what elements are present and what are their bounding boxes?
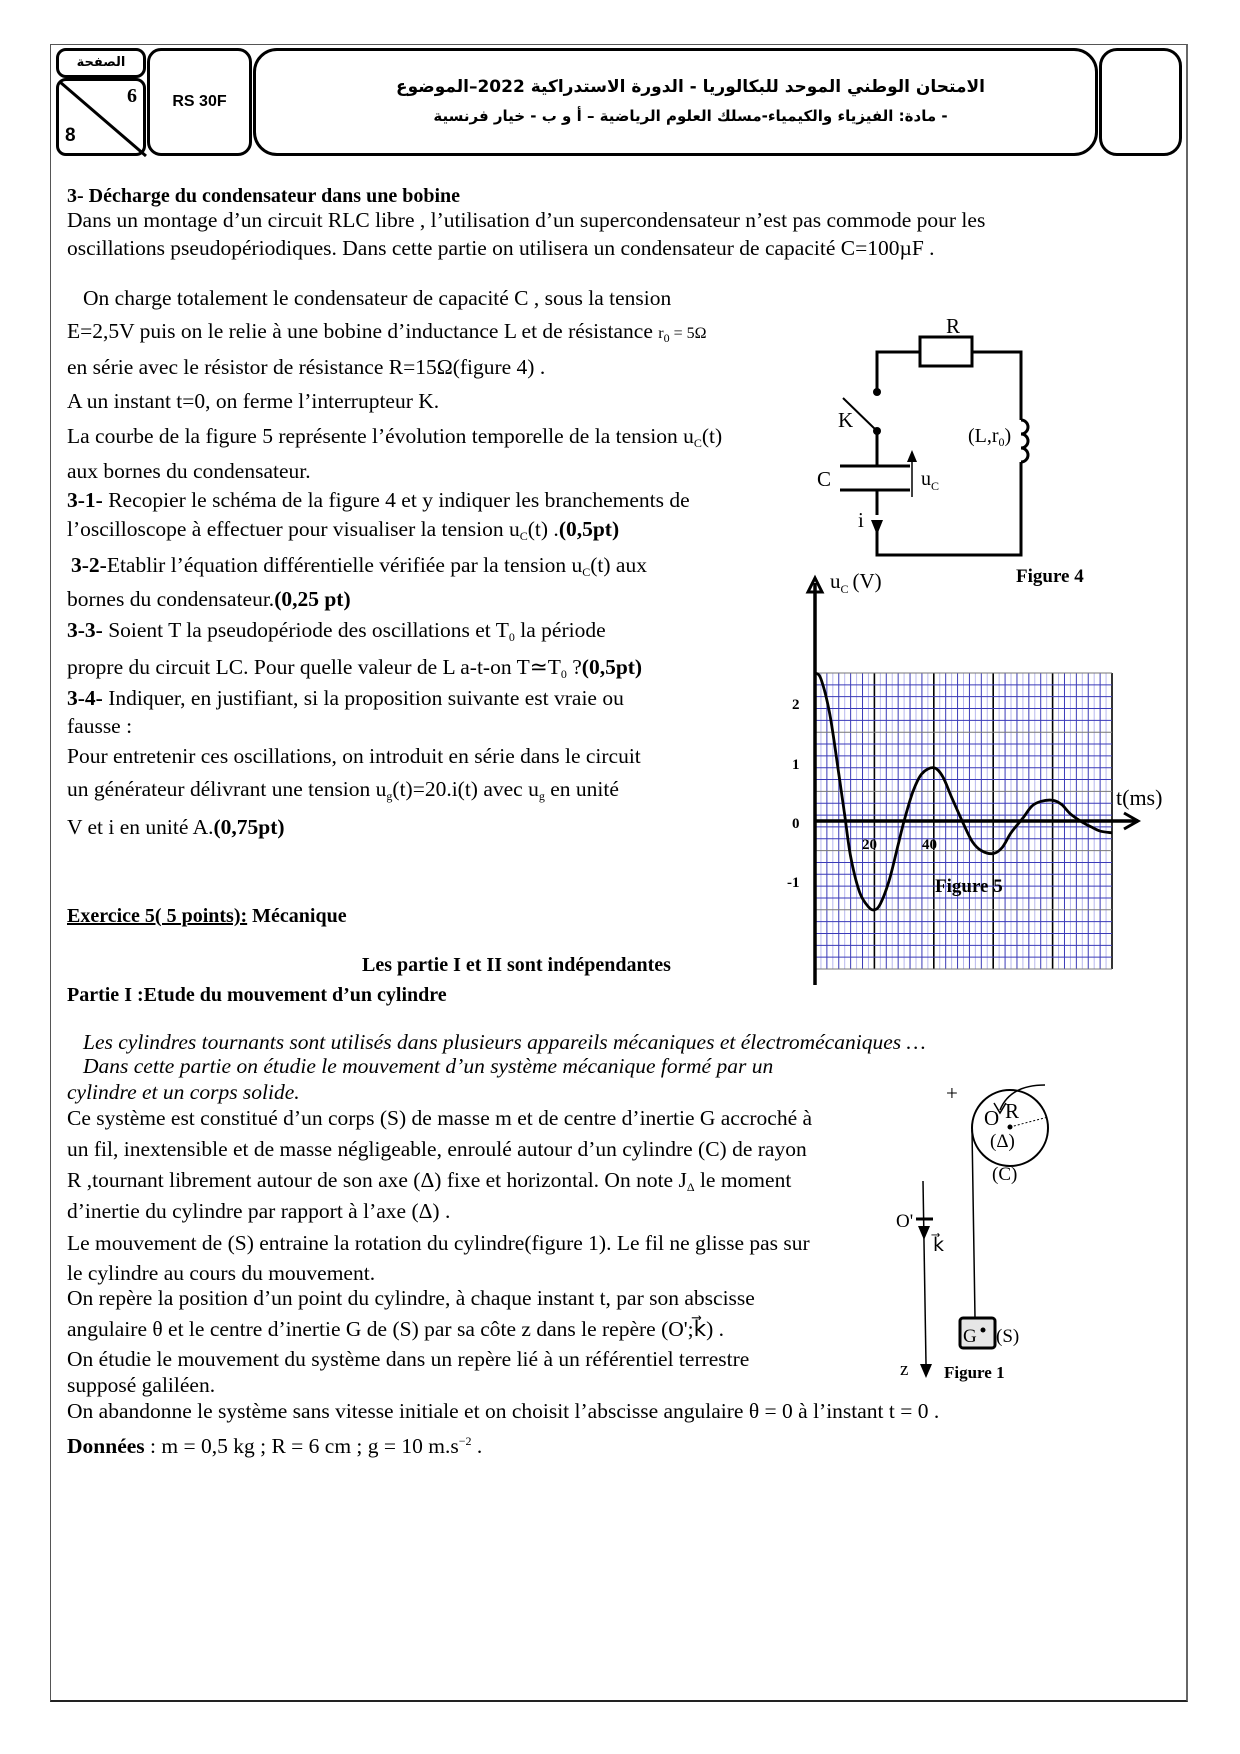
text-span: l’oscilloscope à effectuer pour visualiser la tension u — [67, 517, 520, 541]
text-span: R ,tournant librement autour de son axe (Δ) fixe et horizontal. On note J — [67, 1168, 687, 1192]
exercise5-heading — [67, 906, 347, 926]
section3-p1-line4: A un instant t=0, on ferme l’interrupteur K. — [67, 389, 440, 413]
subscript: C — [693, 436, 702, 450]
x-tick-20: 20 — [862, 837, 877, 853]
text-span: La courbe de la figure 5 représente l’évolution temporelle de la tension u — [67, 424, 694, 448]
r0-value: = 5Ω — [669, 325, 707, 342]
label-K: K — [838, 408, 854, 432]
label-O-prime: O' — [896, 1211, 914, 1232]
z-axis-arrow-icon — [920, 1364, 932, 1378]
subscript: 0 — [508, 630, 515, 644]
subscript: C — [582, 565, 591, 579]
exercise5-line4: d’inertie du cylindre par rapport à l’axe (Δ) . — [67, 1199, 451, 1223]
exercise5-line1: Ce système est constitué d’un corps (S) de masse m et de centre d’inertie G accroché à — [67, 1106, 813, 1130]
question-3-3-line1 — [67, 620, 606, 643]
emf-value: E=2,5V — [67, 319, 135, 343]
page-number-label-box — [56, 48, 146, 78]
intro-italic-line1: Les cylindres tournants sont utilisés dans plusieurs appareils mécaniques et électromécaniques … — [83, 1030, 926, 1054]
label-R: R — [1005, 1099, 1020, 1123]
data-line — [67, 1435, 482, 1458]
question-number: 3-4- — [67, 686, 103, 710]
exam-code: RS 30F — [172, 93, 227, 110]
figure4-caption: Figure 4 — [1016, 566, 1084, 587]
exam-title-line1: الامتحان الوطني الموحد للبكالوريا - الدورة الاستدراكية 2022–الموضوع — [396, 77, 985, 97]
page-number-box — [56, 78, 146, 156]
subscript: 0 — [663, 331, 670, 345]
intro-italic-line2: Dans cette partie on étudie le mouvement d’un système mécanique formé par un — [83, 1054, 774, 1078]
text-span: Indiquer, en justifiant, si la proposition suivante est vraie ou — [102, 686, 624, 710]
question-3-3-line2 — [67, 657, 642, 680]
current-arrow-icon — [871, 520, 883, 535]
text-span: Etablir l’équation différentielle vérifiée par la tension u — [106, 553, 583, 577]
page-label: الصفحة — [76, 55, 126, 70]
inductor-symbol — [1021, 420, 1028, 462]
exercise5-line10: supposé galiléen. — [67, 1373, 216, 1397]
subscript: C — [519, 529, 528, 543]
text-span: Recopier le schéma de la figure 4 et y indiquer les branchements de — [102, 488, 690, 512]
r0-symbol: r — [658, 325, 664, 342]
part1-title: Partie I :Etude du mouvement d’un cylindre — [67, 984, 447, 1006]
header-right-box — [1099, 48, 1182, 156]
exercise5-line3 — [67, 1170, 791, 1193]
exam-title-line2: - مادة: الفيزياء والكيمياء-مسلك العلوم الرياضية – أ و ب - خيار فرنسية — [433, 107, 948, 125]
section3-p1-line1: On charge totalement le condensateur de capacité C , sous la tension — [83, 286, 672, 310]
section3-p1-line6: aux bornes du condensateur. — [67, 459, 311, 483]
resistor-symbol — [920, 337, 972, 366]
independence-note: Les partie I et II sont indépendantes — [362, 954, 671, 976]
question-3-4-line1 — [67, 688, 624, 710]
question-number: 3-2- — [71, 553, 107, 577]
label-plus: + — [946, 1081, 958, 1105]
question-3-2-line2 — [67, 589, 351, 611]
y-tick-0: 0 — [792, 816, 800, 832]
string — [972, 1130, 975, 1318]
text-span: ? — [566, 655, 582, 679]
page-total: 8 — [65, 125, 76, 146]
text-span: . — [471, 1434, 483, 1458]
section3-p1-line5 — [67, 426, 722, 449]
label-C: (C) — [992, 1164, 1018, 1185]
figure5-caption: Figure 5 — [935, 876, 1003, 897]
exam-title-box — [253, 48, 1098, 156]
label-R: R — [946, 314, 961, 338]
y-tick-minus-1: -1 — [787, 875, 800, 891]
points: (0,75pt) — [213, 815, 285, 839]
text-span: (t) aux — [590, 553, 647, 577]
label-delta: (Δ) — [990, 1131, 1015, 1152]
exercise5-line8: angulaire θ et le centre d’inertie G de (S) par sa côte z dans le repère (O';k⃗) . — [67, 1317, 724, 1341]
text-span: (t)=20.i(t) avec u — [392, 777, 539, 801]
x-axis-label: t(ms) — [1116, 785, 1163, 810]
text-span: un générateur délivrant une tension u — [67, 777, 387, 801]
section3-intro-line2: oscillations pseudopériodiques. Dans cette partie on utilisera un condensateur de capacité C=100µF . — [67, 236, 935, 260]
x-tick-40: 40 — [922, 837, 937, 853]
data-label: Données — [67, 1434, 145, 1458]
text-span: le moment — [694, 1168, 792, 1192]
k-vector-arrow-icon — [918, 1226, 930, 1240]
points: (0,5pt) — [558, 517, 620, 541]
figure4-circuit-diagram — [800, 300, 1060, 590]
text-span: (t) . — [527, 517, 559, 541]
y-axis-label: $u_C$ (V) — [830, 569, 882, 596]
points: (0,5pt) — [581, 655, 643, 679]
label-k: k⃗ — [933, 1235, 945, 1256]
question-number: 3-3- — [67, 618, 103, 642]
text-span: puis on le relie à une bobine d’inductance L et de résistance — [134, 319, 659, 343]
question-3-2-line1 — [71, 555, 647, 578]
text-span: bornes du condensateur. — [67, 587, 275, 611]
exercise5-line2: un fil, inextensible et de masse négligeable, enroulé autour d’un cylindre (C) de rayon — [67, 1137, 807, 1161]
subscript: g — [386, 789, 393, 803]
y-tick-1: 1 — [792, 757, 800, 773]
question-number: 3-1- — [67, 488, 103, 512]
figure1-diagram — [880, 1070, 1080, 1390]
question-3-4-line5 — [67, 817, 285, 839]
superscript: −2 — [458, 1434, 472, 1448]
data-values: : m = 0,5 kg ; R = 6 cm ; g = 10 m.s — [144, 1434, 459, 1458]
text-span: propre du circuit LC. Pour quelle valeur de L a-t-on T≃T — [67, 655, 561, 679]
text-span: Soient T la pseudopériode des oscillations et T — [102, 618, 509, 642]
text-span: (t) — [701, 424, 723, 448]
text-span: en unité — [544, 777, 619, 801]
figure1-caption: Figure 1 — [944, 1363, 1005, 1382]
z-axis — [923, 1181, 926, 1364]
label-S: (S) — [996, 1326, 1020, 1347]
label-C: C — [817, 467, 832, 491]
y-tick-2: 2 — [792, 697, 800, 713]
question-3-4-line3: Pour entretenir ces oscillations, on introduit en série dans le circuit — [67, 744, 641, 768]
subscript: g — [538, 789, 545, 803]
subscript: 0 — [560, 667, 567, 681]
text-span: V et i en unité A. — [67, 815, 214, 839]
label-O: O — [984, 1106, 1000, 1130]
subscript: Δ — [686, 1180, 695, 1194]
voltage-arrow-icon — [907, 450, 917, 462]
question-3-4-line2: fausse : — [67, 714, 133, 738]
exam-code-box — [147, 48, 252, 156]
intro-italic-line3: cylindre et un corps solide. — [67, 1080, 300, 1104]
exercise5-line7: On repère la position d’un point du cylindre, à chaque instant t, par son abscisse — [67, 1286, 755, 1310]
label-z: z — [900, 1359, 909, 1380]
figure5-chart — [700, 569, 1163, 891]
label-L-r0: $(L,r_0)$ — [968, 425, 1012, 449]
exercise5-line6: le cylindre au cours du mouvement. — [67, 1261, 376, 1285]
question-3-1-line2 — [67, 519, 619, 542]
question-3-1-line1 — [67, 490, 690, 512]
points: (0,25 pt) — [274, 587, 351, 611]
label-uC: $u_C$ — [921, 468, 940, 493]
label-G: G — [963, 1326, 977, 1347]
label-i: i — [858, 508, 864, 532]
section3-p1-line3: en série avec le résistor de résistance R=15Ω(figure 4) . — [67, 355, 546, 379]
page-current: 6 — [127, 85, 137, 107]
exercise5-line5: Le mouvement de (S) entraine la rotation du cylindre(figure 1). Le fil ne glisse pas sur — [67, 1231, 810, 1255]
exercise5-line11: On abandonne le système sans vitesse initiale et on choisit l’abscisse angulaire θ = 0 à l’instant t = 0 . — [67, 1399, 940, 1423]
section3-title: 3- Décharge du condensateur dans une bobine — [67, 185, 461, 207]
exercise5-title: Exercice 5( 5 points): — [67, 905, 248, 927]
section3-p1-line2 — [67, 321, 707, 344]
text-span: la période — [514, 618, 606, 642]
question-3-4-line4 — [67, 779, 619, 802]
exercise5-line9: On étudie le mouvement du système dans un repère lié à un référentiel terrestre — [67, 1347, 750, 1371]
exercise5-subject: Mécanique — [247, 905, 347, 927]
section3-intro-line1: Dans un montage d’un circuit RLC libre , l’utilisation d’un supercondensateur n’est pas commode pour les — [67, 208, 986, 232]
